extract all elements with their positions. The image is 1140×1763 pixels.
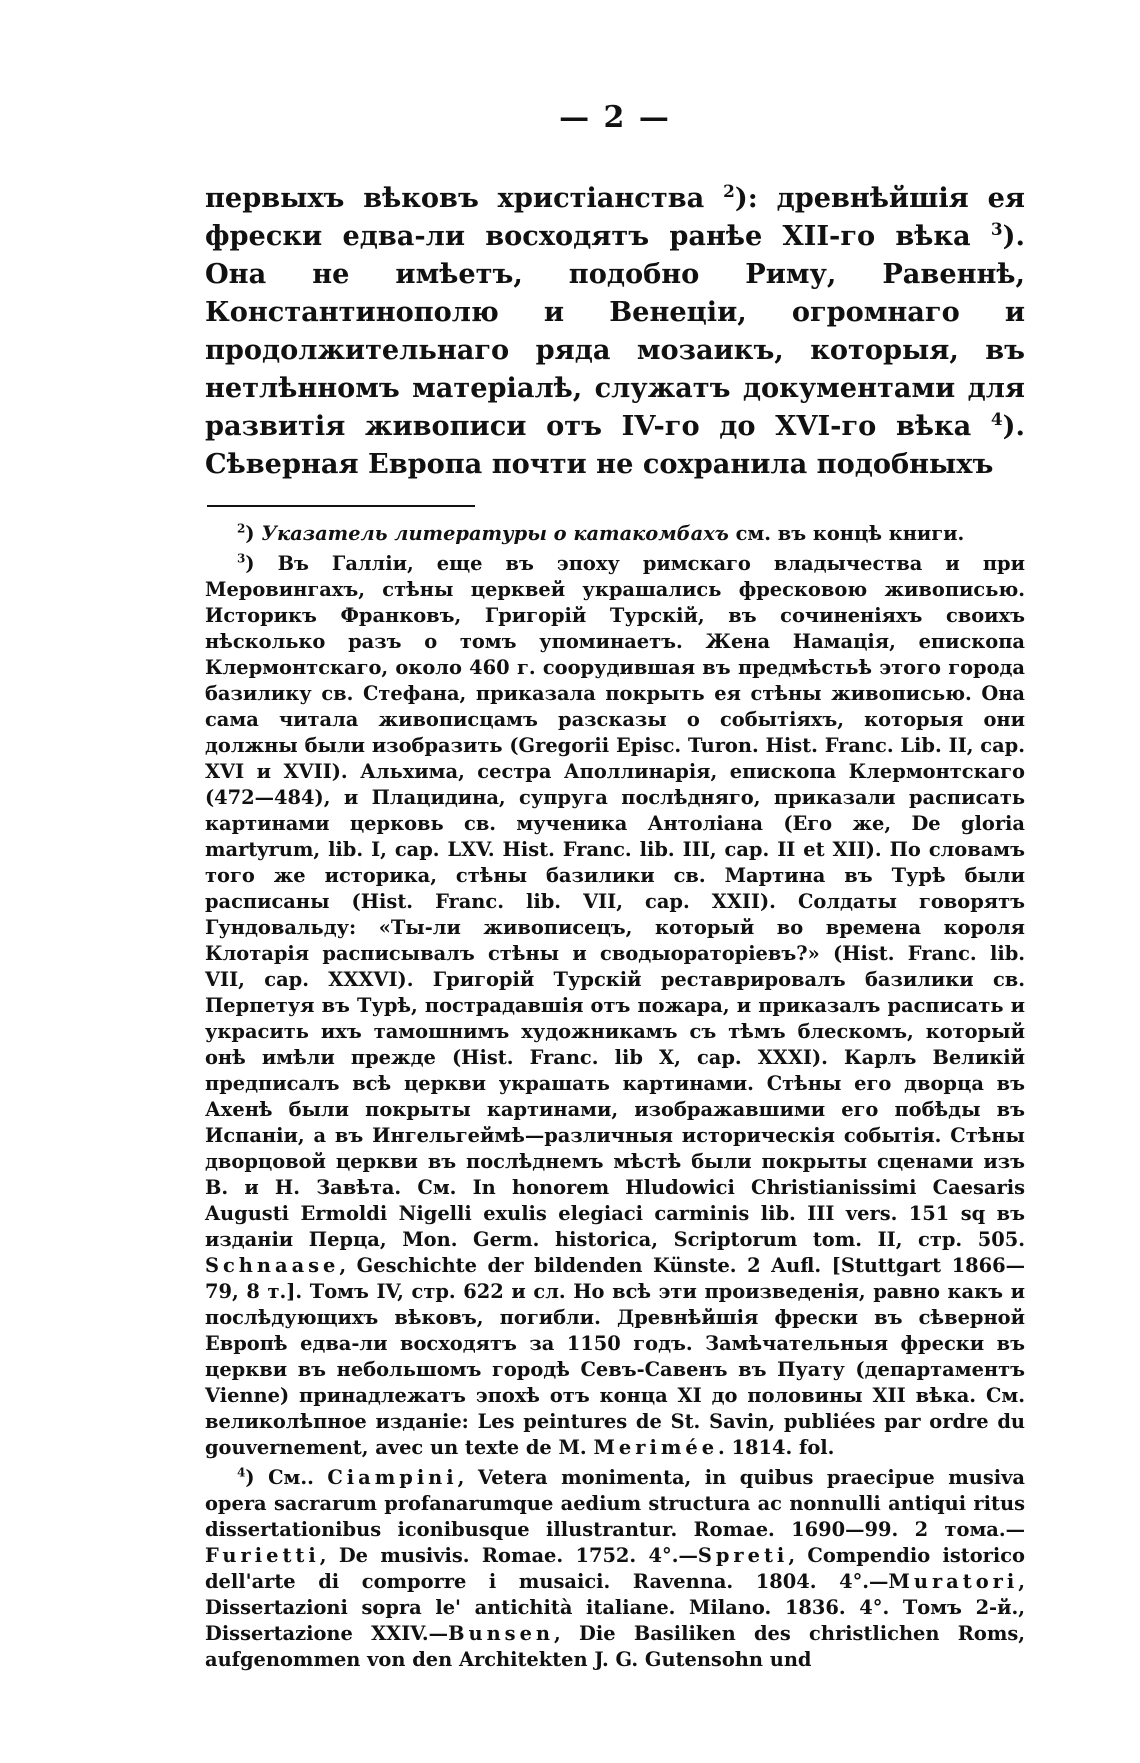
footnote-3-text-a: ) Въ Галліи, еще въ эпоху римскаго владычества и при Меровингахъ, стѣны церквей украшались фресковою живописью. Историкъ Франковъ, Григорій Турскій, въ сочиненіяхъ своихъ нѣсколько разъ о томъ упоминаетъ. Жена Намація, епископа Клермонтскаго, около 460 г. соорудившая въ предмѣстьѣ этого города базилику св. Стефана, приказала покрыть ея стѣны живописью. Она сама читала живописцамъ разсказы о событіяхъ, которыя они должны были изобразить (Gregorii Episc. Turon. Hist. Franc. Lib. II, cap. XVI и XVII). Альхима, сестра Аполлинарія, епископа Клермонтскаго (472—484), и Плацидина, супруга послѣдняго, приказали расписать картинами церковь св. мученика Антоліана (Его же, De gloria martyrum, lib. I, cap. LXV. Hist. Franc. lib. III, cap. II et XII). По словамъ того же историка, стѣны базилики св. Мартина въ Турѣ были расписаны (Hist. Franc. lib. VII, cap. XXII). Солдаты говорятъ Гундовальду: «Ты-ли живописецъ, который во времена короля Клотарія расписывалъ стѣны и сводыораторіевъ?» (Hist. Franc. lib. VII, cap. XXXVI). Григорій Турскій реставрировалъ базилики св. Перпетуя въ Турѣ, пострадавшія отъ пожара, и приказалъ расписать и украсить ихъ тамошнимъ художникамъ съ тѣмъ блескомъ, который онѣ имѣли прежде (Hist. Franc. lib X, cap. XXXI). Карлъ Великій предписалъ всѣ церкви украшать картинами. Стѣны его дворца въ Ахенѣ были покрыты картинами, изображавшими его побѣды въ Испаніи, а въ Ингельгеймѣ—различныя историческія событія. Стѣны дворцовой церкви въ послѣднемъ мѣстѣ были покрыты сценами изъ В. и Н. Завѣта. См. In honorem Hludowici Christianissimi Caesaris Augusti Ermoldi Nigelli exulis elegiaci carminis lib. III vers. 151 sq въ изданіи Перца, Mon. Germ. historica, Scriptorum tom. II, стр. 505.	[205, 552, 1025, 1251]
footnote-4-marker: 4	[237, 1465, 246, 1480]
book-page	[205, 100, 1025, 1673]
footnote-3	[205, 551, 1025, 1461]
page-number: — 2 —	[559, 100, 671, 135]
author-bunsen: Bunsen	[448, 1622, 555, 1645]
footnote-3-marker: 3	[237, 551, 246, 566]
body-text-d: ). Сѣверная Европа почти не сохранила подобныхъ	[205, 410, 1025, 480]
author-merimee: Merimée	[593, 1436, 719, 1459]
footnote-2-title: Указатель литературы о катакомбахъ	[261, 522, 729, 545]
footnote-ref-2: 2	[723, 180, 735, 201]
author-muratori: Muratori	[888, 1570, 1019, 1593]
body-text-a: первыхъ вѣковъ христіанства	[205, 182, 724, 214]
footnote-divider	[207, 505, 475, 507]
footnote-4-text-d: , Compendio istorico dell'arte di comporre i musaici. Ravenna. 1804. 4°.—	[205, 1544, 1025, 1593]
footnote-3-text-b: , Geschichte der bildenden Künste. 2 Aufl. [Stuttgart 1866—79, 8 т.]. Томъ IV, стр. 622 и сл. Но всѣ эти произведенія, равно какъ и послѣдующихъ вѣковъ, погибли. Древнѣйшія фрески въ сѣверной Европѣ едва-ли восходятъ за 1150 годъ. Замѣчательныя фрески въ церкви въ небольшомъ городѣ Севъ-Савенъ въ Пуату (департаментъ Vienne) принадлежатъ эпохѣ отъ конца XI до половины XII вѣка. См. великолѣпное изданіе: Les peintures de St. Savin, publiées par ordre du gouvernement, avec un texte de M.	[205, 1254, 1025, 1459]
footnote-2: $^2$) Указатель литературы о катакомбахъ см. въ концѣ книги.	[237, 521, 965, 545]
footnote-2-marker: 2	[237, 521, 246, 536]
footnote-4-text-e: , Dissertazioni sopra le' antichità italiane. Milano. 1836. 4°. Томъ 2-й., Dissertazione XXIV.—	[205, 1570, 1025, 1645]
author-furietti: Furietti	[205, 1544, 320, 1567]
body-text-c: ). Она не имѣетъ, подобно Риму, Равеннѣ, Константинополю и Венеціи, огромнаго и продолжительнаго ряда мозаикъ, которыя, въ нетлѣнномъ матеріалѣ, служатъ документами для развитія живописи отъ IV-го до XVI-го вѣка	[205, 220, 1025, 442]
footnote-2-text: см. въ концѣ книги.	[728, 522, 965, 545]
footnote-3-text-c: . 1814. fol.	[718, 1436, 835, 1459]
body-text-b: ): древнѣйшія ея фрески едва-ли восходятъ ранѣе XII-го вѣка	[205, 182, 1025, 252]
main-paragraph	[205, 179, 1025, 483]
footnote-ref-4: 4	[990, 408, 1003, 429]
author-schnaase: Schnaase	[205, 1254, 340, 1277]
footnote-4	[205, 1465, 1025, 1673]
footnote-4-text-a: ) См..	[245, 1466, 328, 1489]
footnote-4-text-c: , De musivis. Romae. 1752. 4°.—	[319, 1544, 698, 1567]
footnote-4-text-b: , Vetera monimenta, in quibus praecipue musiva opera sacrarum profanarumque aedium structura ac nonnulli antiqui ritus dissertationibus iconibusque illustrantur. Romae. 1690—99. 2 тома.—	[205, 1466, 1025, 1541]
author-spreti: Spreti	[697, 1544, 789, 1567]
footnote-ref-3: 3	[990, 218, 1003, 239]
footnote-4-text-f: , Die Basiliken des christlichen Roms, aufgenommen von den Architekten J. G. Gutensohn und	[205, 1622, 1025, 1671]
author-ciampini: Ciampini	[327, 1466, 458, 1489]
